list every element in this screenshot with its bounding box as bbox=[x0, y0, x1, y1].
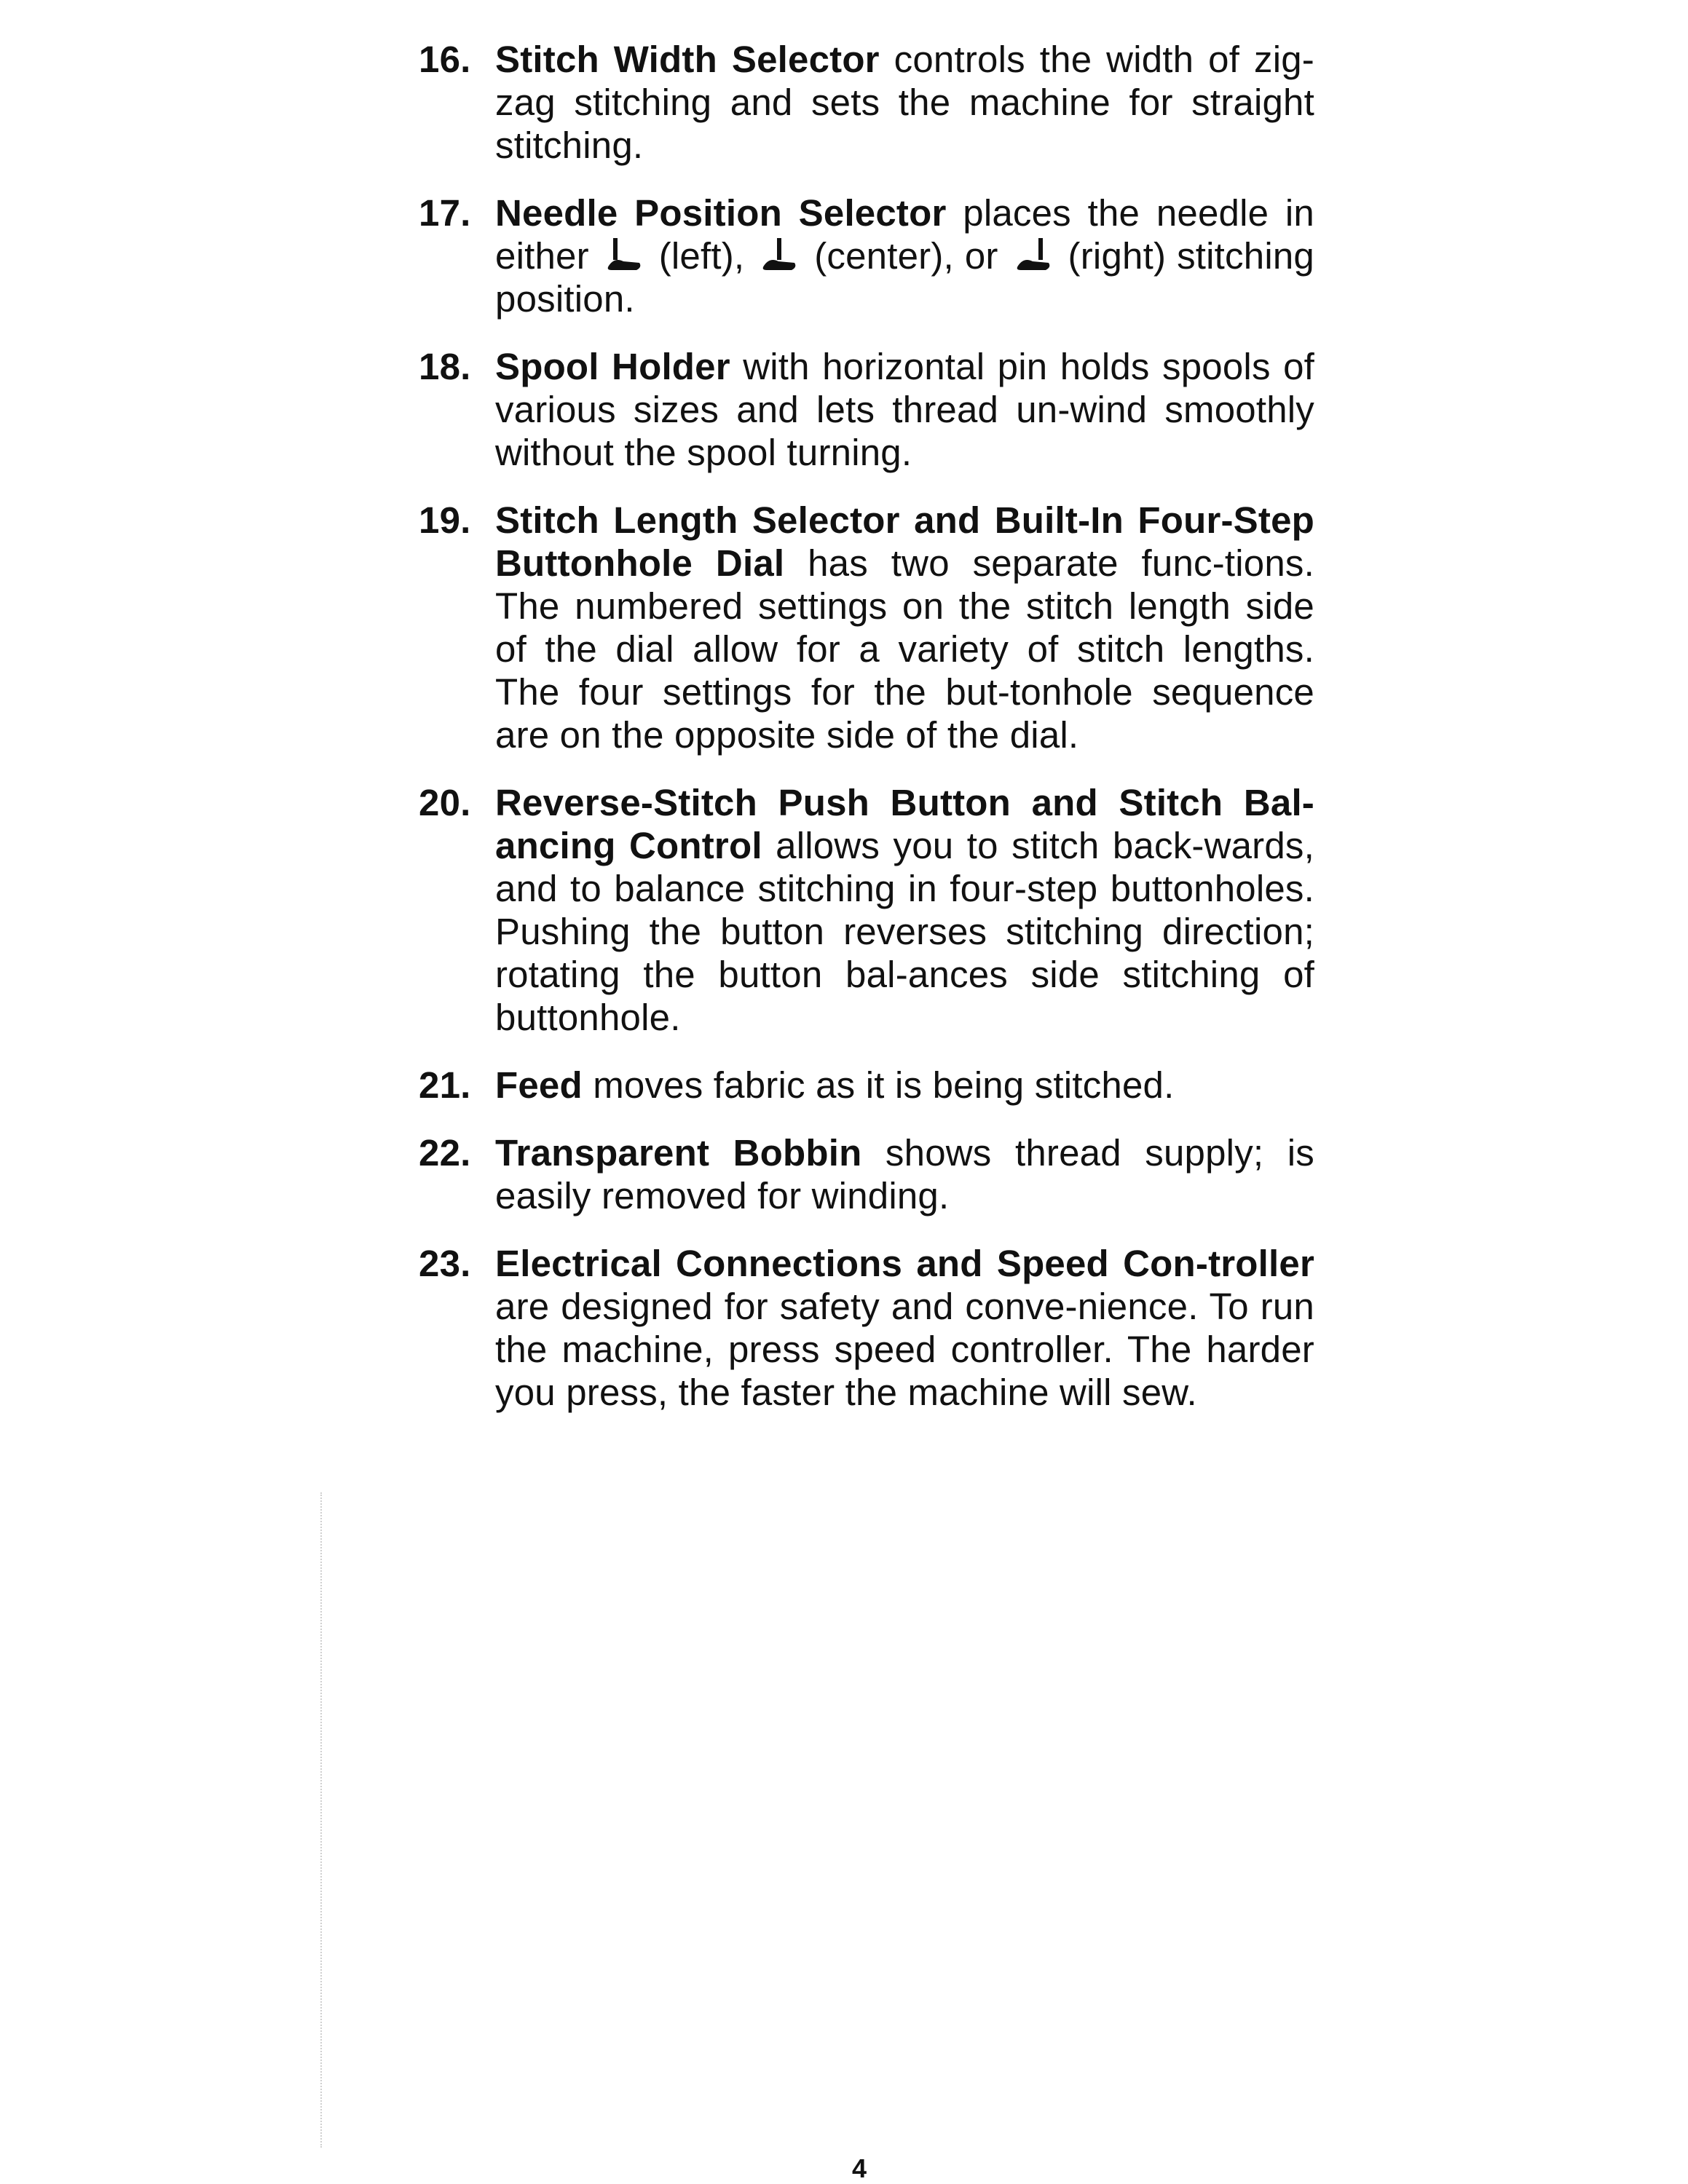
item-term: Needle Position Selector bbox=[495, 192, 947, 234]
item-term: Transparent Bobbin bbox=[495, 1132, 862, 1174]
item-number: 22. bbox=[419, 1132, 471, 1174]
list-item-16 bbox=[419, 38, 1314, 167]
list-item-23 bbox=[419, 1242, 1314, 1414]
list-item-17 bbox=[419, 191, 1314, 320]
item-number: 19. bbox=[419, 499, 471, 541]
needle-left-icon bbox=[604, 237, 644, 272]
item-number: 20. bbox=[419, 782, 471, 823]
item-number: 18. bbox=[419, 346, 471, 387]
item-description: are designed for safety and conve-nience. To run the machine, press speed controller. The harder you press, the faster the machine will sew. bbox=[495, 1286, 1314, 1413]
needle-right-label: (right) stitching position. bbox=[495, 235, 1314, 320]
item-term: Feed bbox=[495, 1064, 583, 1106]
item-description: allows you to stitch back-wards, and to balance stitching in four-step buttonholes. Pushing the button reverses stitching direction; rotating the button bal-ances side stitching of buttonhole. bbox=[495, 825, 1314, 1038]
item-description: with horizontal pin holds spools of various sizes and lets thread un-wind smoothly without the spool turning. bbox=[495, 346, 1315, 473]
item-description: shows thread supply; is easily removed for winding. bbox=[495, 1132, 1314, 1216]
list-item-19 bbox=[419, 499, 1314, 756]
needle-right-icon bbox=[1014, 237, 1053, 272]
item-description: has two separate func-tions. The numbered settings on the stitch length side of the dial allow for a variety of stitch lengths. The four settings for the but-tonhole sequence are on the opposite side of the dial. bbox=[495, 542, 1314, 756]
list-item-20 bbox=[419, 781, 1314, 1039]
list-item-18 bbox=[419, 345, 1314, 474]
page-number: 4 bbox=[852, 2153, 867, 2183]
item-term: Reverse-Stitch Push Button and Stitch Bal-ancing Control bbox=[495, 782, 1314, 866]
list-item-21 bbox=[419, 1064, 1314, 1107]
scan-margin-dots bbox=[320, 1492, 325, 2148]
feature-list bbox=[419, 38, 1314, 1439]
item-description: places the needle in either bbox=[495, 192, 1314, 277]
needle-center-label: (center), or bbox=[803, 235, 1009, 277]
list-item-22 bbox=[419, 1131, 1314, 1217]
item-term: Spool Holder bbox=[495, 346, 730, 387]
item-description: controls the width of zig-zag stitching and sets the machine for straight stitching. bbox=[495, 39, 1314, 166]
item-number: 17. bbox=[419, 192, 471, 234]
needle-center-icon bbox=[760, 237, 799, 272]
item-number: 16. bbox=[419, 39, 471, 80]
needle-left-label: (left), bbox=[647, 235, 756, 277]
item-term: Electrical Connections and Speed Con-troller bbox=[495, 1243, 1314, 1284]
item-term: Stitch Width Selector bbox=[495, 39, 880, 80]
item-description: moves fabric as it is being stitched. bbox=[582, 1064, 1175, 1106]
item-number: 23. bbox=[419, 1243, 471, 1284]
item-number: 21. bbox=[419, 1064, 471, 1106]
item-term: Stitch Length Selector and Built-In Four-Step Buttonhole Dial bbox=[495, 499, 1314, 584]
